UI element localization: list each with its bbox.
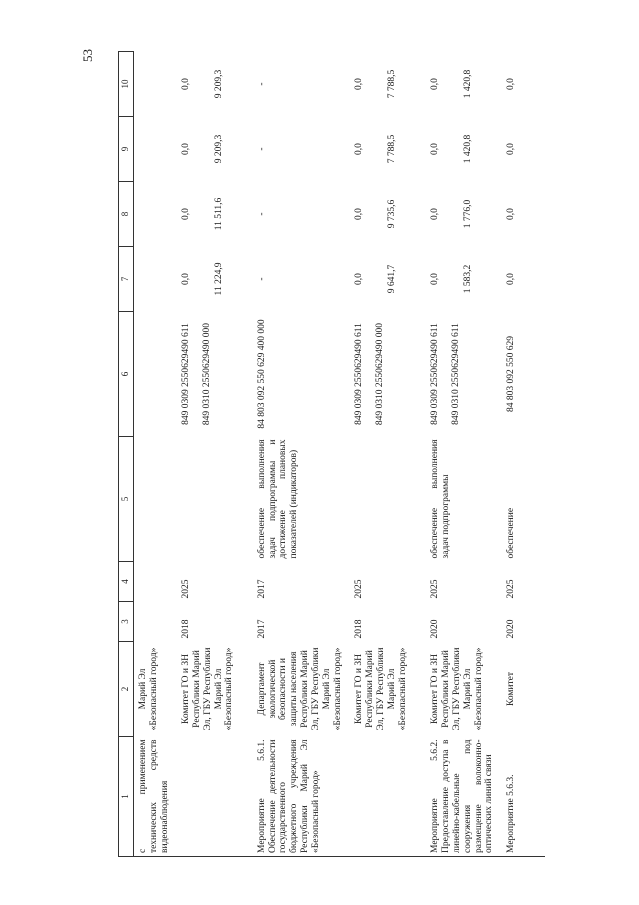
cell-value: -	[256, 82, 267, 86]
table-cell-c10	[426, 52, 502, 117]
table-cell-c3: 2020	[505, 619, 516, 639]
header-cell: 2	[119, 642, 134, 737]
table-row	[253, 52, 350, 857]
table-cell-c6	[426, 312, 502, 437]
table-cell-c4: 2025	[505, 579, 516, 599]
table-cell-c3: 2018	[353, 619, 364, 639]
table-cell-c8	[426, 182, 502, 247]
table-cell-c10	[502, 52, 545, 117]
program-measures-table	[118, 51, 545, 857]
table-cell-c2: Комитет ГО и ЗН Республики Марий Эл, ГБУ Республики Марий Эл «Безопасный город»	[180, 647, 235, 731]
cell-value: 0,0	[353, 208, 364, 220]
cell-value: 0,0	[180, 208, 191, 220]
cell-value: 849 0309 2550629490 611	[353, 323, 364, 425]
table-body	[134, 52, 545, 857]
page-number: 53	[80, 49, 95, 62]
cell-value: 11 511,6	[213, 197, 224, 231]
table-cell-c10	[350, 52, 426, 117]
cell-value: 1 420,8	[462, 69, 473, 99]
table-row	[502, 52, 545, 857]
cell-value: 84 803 092 550 629	[505, 336, 516, 412]
cell-value: 0,0	[353, 78, 364, 90]
table-cell-c5	[177, 437, 253, 562]
cell-value: 0,0	[505, 78, 516, 90]
table-cell-c7	[177, 247, 253, 312]
cell-value: 849 0310 2550629490 611	[450, 323, 461, 425]
table-cell-c4: 2025	[180, 579, 191, 599]
table-cell-c10	[253, 52, 350, 117]
table-cell-c2: Комитет ГО и ЗН Республики Марий Эл, ГБУ Республики Марий Эл «Безопасный город»	[353, 647, 408, 731]
cell-value: 849 0309 2550629490 611	[429, 323, 440, 425]
cell-value: 0,0	[353, 143, 364, 155]
header-cell: 4	[119, 562, 134, 602]
table-cell-c7	[426, 247, 502, 312]
table-cell-c6	[502, 312, 545, 437]
cell-value: 0,0	[505, 208, 516, 220]
table-cell-c8	[253, 182, 350, 247]
cell-value: 7 788,5	[386, 134, 397, 164]
table-cell-c8	[134, 182, 177, 247]
table-cell-c9	[134, 117, 177, 182]
cell-value: 0,0	[353, 273, 364, 285]
cell-value: 0,0	[429, 208, 440, 220]
header-cell: 3	[119, 602, 134, 642]
table-cell-c2: Комитет	[505, 671, 516, 707]
table-cell-c9	[350, 117, 426, 182]
table-cell-c2: Марий Эл «Безопасный город»	[138, 647, 159, 731]
table-cell-c4: 2025	[353, 579, 364, 599]
table-row	[426, 52, 502, 857]
header-cell: 7	[119, 247, 134, 312]
table-cell-c5: обеспечение выполнения задач подпрограммы	[429, 439, 451, 559]
table-cell-c8	[177, 182, 253, 247]
table-cell-c6	[253, 312, 350, 437]
cell-value: -	[256, 212, 267, 216]
table-cell-c1	[177, 737, 253, 857]
cell-value: 84 803 092 550 629 400 000	[256, 319, 267, 429]
header-cell: 8	[119, 182, 134, 247]
table-cell-c8	[502, 182, 545, 247]
header-cell: 10	[119, 52, 134, 117]
cell-value: 849 0310 2550629490 000	[374, 322, 385, 426]
header-row	[119, 52, 134, 857]
table-cell-c6	[134, 312, 177, 437]
table-cell-c9	[426, 117, 502, 182]
cell-value: 1 420,8	[462, 134, 473, 164]
table-cell-c1: Мероприятие 5.6.1. Обеспечение деятельности государственного бюджетного учреждения Республики Марий Эл «Безопасный город»	[253, 737, 350, 857]
cell-value: 0,0	[505, 143, 516, 155]
table-cell-c4: 2017	[256, 579, 267, 599]
table-cell-c9	[253, 117, 350, 182]
table-cell-c2: Комитет ГО и ЗН Республики Марий Эл, ГБУ Республики Марий Эл «Безопасный город»	[429, 647, 484, 731]
table-cell-c8	[350, 182, 426, 247]
table-cell-c5	[350, 437, 426, 562]
header-cell: 1	[119, 737, 134, 857]
table-cell-c3: 2018	[180, 619, 191, 639]
table-cell-c7	[502, 247, 545, 312]
table-cell-c6	[177, 312, 253, 437]
table-cell-c5: обеспечение выполнения задач подпрограммы и достижение плановых показателей (индикаторов)	[256, 439, 300, 559]
header-cell: 5	[119, 437, 134, 562]
table-cell-c3: 2020	[429, 619, 440, 639]
table-cell-c5: обеспечение	[505, 507, 516, 559]
table-cell-c4	[134, 562, 177, 602]
cell-value: 9 641,7	[386, 264, 397, 294]
cell-value: 0,0	[429, 143, 440, 155]
cell-value: 0,0	[505, 273, 516, 285]
cell-value: 9 735,6	[386, 199, 397, 229]
table-row	[134, 52, 177, 857]
header-cell: 6	[119, 312, 134, 437]
table-cell-c1: Мероприятие 5.6.3.	[502, 737, 545, 857]
table-cell-c9	[502, 117, 545, 182]
table-cell-c1: с применением технических средств видеонаблюдения	[134, 737, 177, 857]
table-cell-c7	[134, 247, 177, 312]
table-cell-c10	[134, 52, 177, 117]
cell-value: 11 224,9	[213, 262, 224, 296]
table-cell-c1	[350, 737, 426, 857]
table-cell-c9	[177, 117, 253, 182]
table-cell-c7	[350, 247, 426, 312]
table-row	[350, 52, 426, 857]
table-cell-c7	[253, 247, 350, 312]
table-row	[177, 52, 253, 857]
table-cell-c3: 2017	[256, 619, 267, 639]
cell-value: 0,0	[429, 273, 440, 285]
cell-value: -	[256, 147, 267, 151]
cell-value: 849 0309 2550629490 611	[180, 323, 191, 425]
cell-value: 0,0	[429, 78, 440, 90]
cell-value: 1 776,0	[462, 199, 473, 229]
cell-value: 7 788,5	[386, 69, 397, 99]
table-cell-c3	[134, 602, 177, 642]
cell-value: 1 583,2	[462, 264, 473, 294]
cell-value: 0,0	[180, 78, 191, 90]
table-cell-c6	[350, 312, 426, 437]
cell-value: 0,0	[180, 143, 191, 155]
table-cell-c5	[134, 437, 177, 562]
table-cell-c2: Департамент экологической безопасности и защиты населения Республики Марий Эл, ГБУ Республики Марий Эл «Безопасный город»	[256, 647, 344, 731]
cell-value: -	[256, 277, 267, 281]
cell-value: 9 209,3	[213, 134, 224, 164]
cell-value: 9 209,3	[213, 69, 224, 99]
header-cell: 9	[119, 117, 134, 182]
table-cell-c1: Мероприятие 5.6.2. Предоставление доступа в линейно-кабельные сооружения под размещение волоконно-оптических линий связи	[426, 737, 502, 857]
cell-value: 0,0	[180, 273, 191, 285]
cell-value: 849 0310 2550629490 000	[201, 322, 212, 426]
table-cell-c4: 2025	[429, 579, 440, 599]
table-cell-c10	[177, 52, 253, 117]
